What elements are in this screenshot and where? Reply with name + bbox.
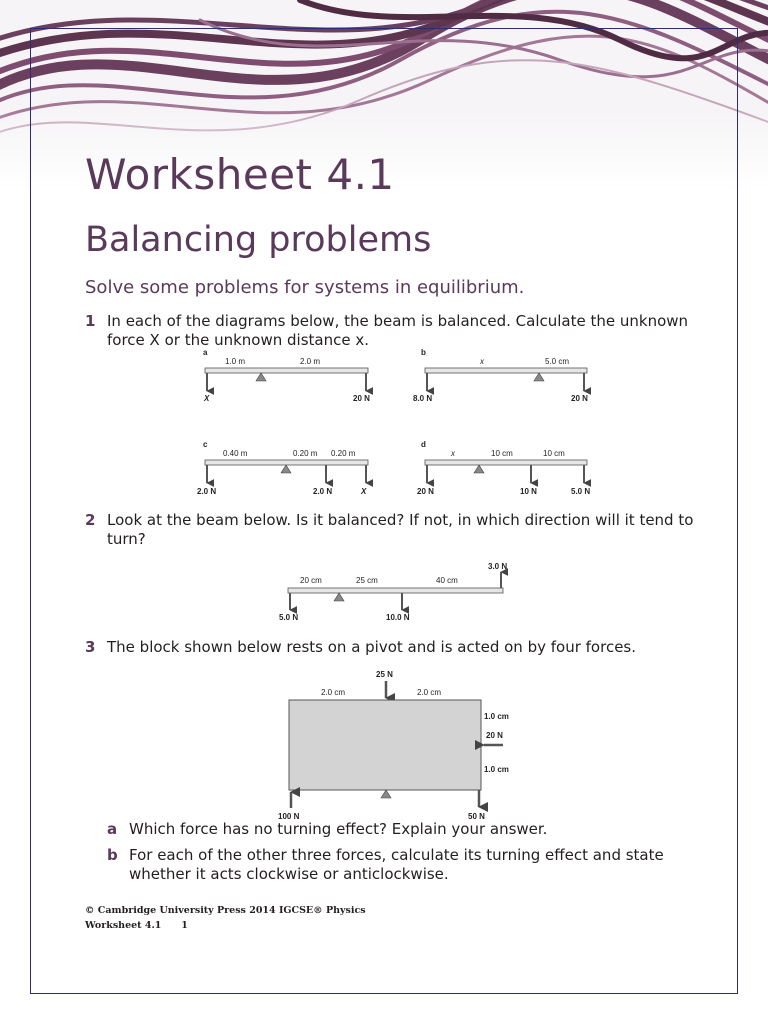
- question-3-part-b: [107, 846, 704, 884]
- question-3: [85, 638, 707, 657]
- force-label: 3.0 N: [488, 562, 508, 571]
- force-label: 25 N: [376, 670, 393, 679]
- diagram-letter: a: [203, 348, 208, 357]
- distance-label: 2.0 m: [300, 357, 321, 366]
- question-2-diagram: [270, 558, 530, 628]
- force-label: 50 N: [468, 812, 485, 821]
- distance-label: 0.20 m: [293, 449, 318, 458]
- question-number: 2: [85, 511, 96, 529]
- beam: [425, 368, 587, 373]
- distance-label: 20 cm: [300, 576, 322, 585]
- dimension-label: 2.0 cm: [417, 688, 442, 697]
- beam: [205, 368, 368, 373]
- dimension-label: 2.0 cm: [321, 688, 346, 697]
- dimension-label: 1.0 cm: [484, 765, 509, 774]
- force-label: 5.0 N: [571, 487, 591, 496]
- beam: [288, 588, 503, 593]
- pivot-icon: [256, 373, 266, 381]
- beam-diagram-d: [417, 440, 590, 496]
- page-subtitle: Balancing problems: [85, 220, 432, 260]
- beam-diagram-c: [197, 440, 368, 496]
- question-2: [85, 511, 707, 549]
- distance-label: x: [480, 357, 484, 366]
- pivot-icon: [281, 465, 291, 473]
- force-label: 100 N: [278, 812, 300, 821]
- force-label: 20 N: [417, 487, 434, 496]
- force-label: 10.0 N: [386, 613, 410, 622]
- intro-text: Solve some problems for systems in equilibrium.: [85, 277, 525, 298]
- pivot-icon: [474, 465, 484, 473]
- force-label: X: [204, 394, 210, 403]
- block: [289, 700, 481, 790]
- page-number: 1: [181, 920, 188, 931]
- distance-label: 10 cm: [491, 449, 513, 458]
- force-label: 2.0 N: [313, 487, 333, 496]
- page-title: Worksheet 4.1: [85, 150, 395, 199]
- distance-label: 1.0 m: [225, 357, 246, 366]
- diagram-letter: b: [421, 348, 426, 357]
- distance-label: 10 cm: [543, 449, 565, 458]
- beam: [205, 460, 368, 465]
- beam-diagram-a: [203, 348, 370, 403]
- part-letter: b: [107, 846, 118, 864]
- distance-label: 0.20 m: [331, 449, 356, 458]
- copyright-line: © Cambridge University Press 2014 IGCSE® Physics: [85, 905, 366, 916]
- force-label: 20 N: [571, 394, 588, 403]
- force-label: X: [361, 487, 367, 496]
- distance-label: 5.0 cm: [545, 357, 570, 366]
- force-label: 20 N: [353, 394, 370, 403]
- distance-label: 40 cm: [436, 576, 458, 585]
- question-text: Look at the beam below. Is it balanced? If not, in which direction will it tend to turn?: [107, 511, 694, 548]
- footer-worksheet-label: Worksheet 4.1: [85, 920, 162, 931]
- question-1-diagrams: [195, 345, 615, 505]
- question-text: In each of the diagrams below, the beam is balanced. Calculate the unknown force X or the unknown distance x.: [107, 312, 689, 349]
- force-label: 2.0 N: [197, 487, 217, 496]
- pivot-icon: [381, 790, 391, 798]
- pivot-icon: [534, 373, 544, 381]
- diagram-letter: c: [203, 440, 208, 449]
- part-text: For each of the other three forces, calculate its turning effect and state whether it acts clockwise or anticlockwise.: [129, 846, 664, 883]
- footer-worksheet-line: [85, 918, 366, 933]
- force-label: 20 N: [486, 731, 503, 740]
- question-text: The block shown below rests on a pivot and is acted on by four forces.: [107, 638, 637, 656]
- dimension-label: 1.0 cm: [484, 712, 509, 721]
- force-label: 10 N: [520, 487, 537, 496]
- question-number: 1: [85, 312, 96, 330]
- beam: [425, 460, 587, 465]
- part-text: Which force has no turning effect? Explain your answer.: [129, 820, 548, 838]
- beam-diagram-b: [413, 348, 588, 403]
- force-label: 8.0 N: [413, 394, 433, 403]
- diagram-letter: d: [421, 440, 426, 449]
- question-3-part-a: [107, 820, 704, 839]
- force-label: 5.0 N: [279, 613, 299, 622]
- distance-label: 25 cm: [356, 576, 378, 585]
- pivot-icon: [334, 593, 344, 601]
- distance-label: 0.40 m: [223, 449, 248, 458]
- part-letter: a: [107, 820, 118, 838]
- question-3-diagram: [270, 664, 530, 824]
- page-footer: [85, 903, 366, 933]
- question-number: 3: [85, 638, 96, 656]
- distance-label: x: [451, 449, 455, 458]
